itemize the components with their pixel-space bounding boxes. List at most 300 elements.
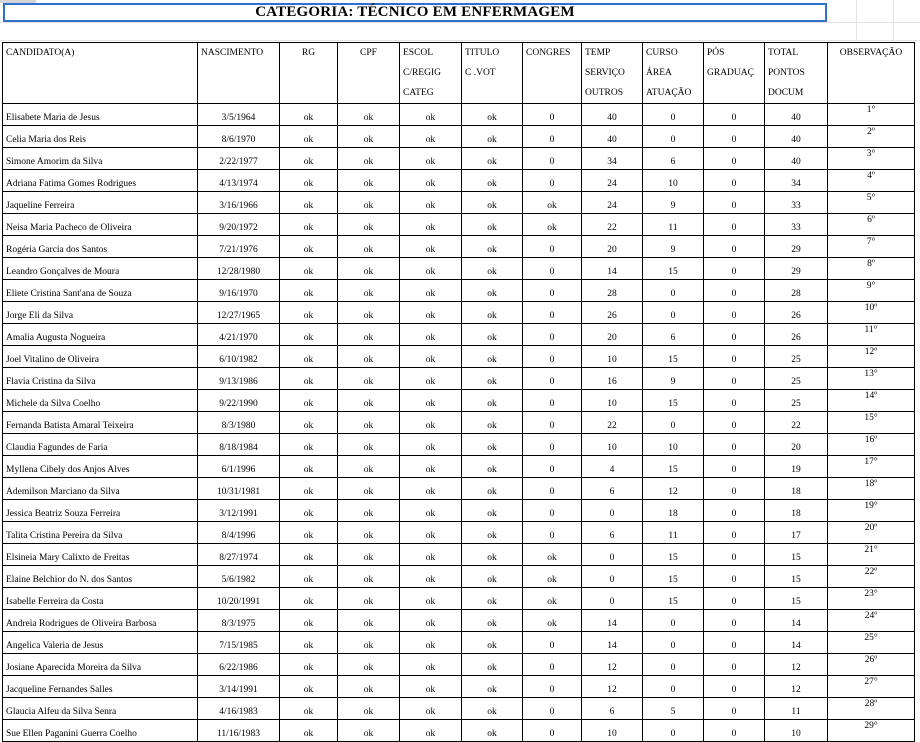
observation-cell[interactable]: 11° <box>828 324 915 346</box>
congress-cell[interactable]: 0 <box>523 148 582 170</box>
schooling-cell[interactable]: ok <box>400 412 462 434</box>
total-points-cell[interactable]: 33 <box>765 214 828 236</box>
total-points-cell[interactable]: 33 <box>765 192 828 214</box>
service-time-cell[interactable]: 20 <box>582 236 643 258</box>
rg-cell[interactable]: ok <box>280 236 338 258</box>
cpf-cell[interactable]: ok <box>338 500 400 522</box>
rg-cell[interactable]: ok <box>280 412 338 434</box>
candidate-name-cell[interactable]: Glaucia Alfeu da Silva Senra <box>3 698 198 720</box>
candidate-name-cell[interactable]: Jorge Eli da Silva <box>3 302 198 324</box>
voter-title-cell[interactable]: ok <box>462 302 523 324</box>
service-time-cell[interactable]: 10 <box>582 434 643 456</box>
observation-cell[interactable]: 10º <box>828 302 915 324</box>
area-course-cell[interactable]: 0 <box>643 676 704 698</box>
area-course-cell[interactable]: 15 <box>643 588 704 610</box>
voter-title-cell[interactable]: ok <box>462 148 523 170</box>
area-course-cell[interactable]: 0 <box>643 280 704 302</box>
candidate-name-cell[interactable]: Neisa Maria Pacheco de Oliveira <box>3 214 198 236</box>
cpf-cell[interactable]: ok <box>338 368 400 390</box>
rg-cell[interactable]: ok <box>280 632 338 654</box>
birth-date-cell[interactable]: 8/18/1984 <box>198 434 280 456</box>
service-time-cell[interactable]: 22 <box>582 214 643 236</box>
area-course-cell[interactable]: 10 <box>643 434 704 456</box>
voter-title-cell[interactable]: ok <box>462 324 523 346</box>
postgrad-cell[interactable]: 0 <box>704 676 765 698</box>
voter-title-cell[interactable]: ok <box>462 676 523 698</box>
observation-cell[interactable]: 13° <box>828 368 915 390</box>
service-time-cell[interactable]: 26 <box>582 302 643 324</box>
service-time-cell[interactable]: 10 <box>582 720 643 742</box>
candidate-name-cell[interactable]: Isabelle Ferreira da Costa <box>3 588 198 610</box>
total-points-cell[interactable]: 14 <box>765 610 828 632</box>
service-time-cell[interactable]: 10 <box>582 346 643 368</box>
congress-cell[interactable]: 0 <box>523 478 582 500</box>
service-time-cell[interactable]: 10 <box>582 390 643 412</box>
area-course-cell[interactable]: 9 <box>643 368 704 390</box>
birth-date-cell[interactable]: 10/20/1991 <box>198 588 280 610</box>
schooling-cell[interactable]: ok <box>400 566 462 588</box>
rg-cell[interactable]: ok <box>280 720 338 742</box>
cpf-cell[interactable]: ok <box>338 324 400 346</box>
cpf-cell[interactable]: ok <box>338 412 400 434</box>
area-course-cell[interactable]: 18 <box>643 500 704 522</box>
voter-title-cell[interactable]: ok <box>462 698 523 720</box>
postgrad-cell[interactable]: 0 <box>704 324 765 346</box>
congress-cell[interactable]: 0 <box>523 170 582 192</box>
column-header-observation[interactable] <box>828 43 915 104</box>
voter-title-cell[interactable]: ok <box>462 236 523 258</box>
postgrad-cell[interactable]: 0 <box>704 698 765 720</box>
cpf-cell[interactable]: ok <box>338 346 400 368</box>
schooling-cell[interactable]: ok <box>400 324 462 346</box>
voter-title-cell[interactable]: ok <box>462 104 523 126</box>
congress-cell[interactable]: 0 <box>523 104 582 126</box>
voter-title-cell[interactable]: ok <box>462 478 523 500</box>
service-time-cell[interactable]: 0 <box>582 500 643 522</box>
total-points-cell[interactable]: 14 <box>765 632 828 654</box>
candidate-name-cell[interactable]: Jessica Beatriz Souza Ferreira <box>3 500 198 522</box>
postgrad-cell[interactable]: 0 <box>704 434 765 456</box>
observation-cell[interactable]: 7° <box>828 236 915 258</box>
service-time-cell[interactable]: 6 <box>582 522 643 544</box>
birth-date-cell[interactable]: 12/27/1965 <box>198 302 280 324</box>
area-course-cell[interactable]: 9 <box>643 192 704 214</box>
schooling-cell[interactable]: ok <box>400 632 462 654</box>
schooling-cell[interactable]: ok <box>400 346 462 368</box>
rg-cell[interactable]: ok <box>280 390 338 412</box>
area-course-cell[interactable]: 15 <box>643 566 704 588</box>
service-time-cell[interactable]: 34 <box>582 148 643 170</box>
service-time-cell[interactable]: 0 <box>582 544 643 566</box>
postgrad-cell[interactable]: 0 <box>704 368 765 390</box>
schooling-cell[interactable]: ok <box>400 126 462 148</box>
postgrad-cell[interactable]: 0 <box>704 126 765 148</box>
candidate-name-cell[interactable]: Ademilson Marciano da Silva <box>3 478 198 500</box>
birth-date-cell[interactable]: 9/16/1970 <box>198 280 280 302</box>
total-points-cell[interactable]: 25 <box>765 346 828 368</box>
postgrad-cell[interactable]: 0 <box>704 522 765 544</box>
observation-cell[interactable]: 21° <box>828 544 915 566</box>
birth-date-cell[interactable]: 4/16/1983 <box>198 698 280 720</box>
service-time-cell[interactable]: 24 <box>582 192 643 214</box>
schooling-cell[interactable]: ok <box>400 588 462 610</box>
voter-title-cell[interactable]: ok <box>462 434 523 456</box>
candidate-name-cell[interactable]: Elsineia Mary Calixto de Freitas <box>3 544 198 566</box>
rg-cell[interactable]: ok <box>280 610 338 632</box>
birth-date-cell[interactable]: 4/21/1970 <box>198 324 280 346</box>
cpf-cell[interactable]: ok <box>338 258 400 280</box>
area-course-cell[interactable]: 9 <box>643 236 704 258</box>
candidate-name-cell[interactable]: Simone Amorim da Silva <box>3 148 198 170</box>
cpf-cell[interactable]: ok <box>338 478 400 500</box>
voter-title-cell[interactable]: ok <box>462 566 523 588</box>
schooling-cell[interactable]: ok <box>400 302 462 324</box>
column-header-area-course[interactable] <box>643 43 704 104</box>
column-header-postgrad[interactable] <box>704 43 765 104</box>
rg-cell[interactable]: ok <box>280 126 338 148</box>
schooling-cell[interactable]: ok <box>400 192 462 214</box>
service-time-cell[interactable]: 6 <box>582 478 643 500</box>
postgrad-cell[interactable]: 0 <box>704 236 765 258</box>
birth-date-cell[interactable]: 6/1/1996 <box>198 456 280 478</box>
postgrad-cell[interactable]: 0 <box>704 588 765 610</box>
birth-date-cell[interactable]: 3/5/1964 <box>198 104 280 126</box>
area-course-cell[interactable]: 0 <box>643 654 704 676</box>
schooling-cell[interactable]: ok <box>400 258 462 280</box>
total-points-cell[interactable]: 40 <box>765 104 828 126</box>
congress-cell[interactable]: 0 <box>523 302 582 324</box>
congress-cell[interactable]: ok <box>523 214 582 236</box>
schooling-cell[interactable]: ok <box>400 170 462 192</box>
schooling-cell[interactable]: ok <box>400 214 462 236</box>
candidate-name-cell[interactable]: Elisabete Maria de Jesus <box>3 104 198 126</box>
observation-cell[interactable]: 24º <box>828 610 915 632</box>
voter-title-cell[interactable]: ok <box>462 258 523 280</box>
service-time-cell[interactable]: 12 <box>582 654 643 676</box>
cpf-cell[interactable]: ok <box>338 214 400 236</box>
rg-cell[interactable]: ok <box>280 566 338 588</box>
schooling-cell[interactable]: ok <box>400 368 462 390</box>
observation-cell[interactable]: 9° <box>828 280 915 302</box>
candidate-name-cell[interactable]: Michele da Silva Coelho <box>3 390 198 412</box>
total-points-cell[interactable]: 17 <box>765 522 828 544</box>
postgrad-cell[interactable]: 0 <box>704 566 765 588</box>
birth-date-cell[interactable]: 7/21/1976 <box>198 236 280 258</box>
congress-cell[interactable]: ok <box>523 610 582 632</box>
service-time-cell[interactable]: 4 <box>582 456 643 478</box>
birth-date-cell[interactable]: 4/13/1974 <box>198 170 280 192</box>
congress-cell[interactable]: 0 <box>523 412 582 434</box>
cpf-cell[interactable]: ok <box>338 390 400 412</box>
congress-cell[interactable]: 0 <box>523 632 582 654</box>
area-course-cell[interactable]: 10 <box>643 170 704 192</box>
candidate-name-cell[interactable]: Joel Vitalino de Oliveira <box>3 346 198 368</box>
congress-cell[interactable]: 0 <box>523 368 582 390</box>
congress-cell[interactable]: 0 <box>523 720 582 742</box>
voter-title-cell[interactable]: ok <box>462 390 523 412</box>
cpf-cell[interactable]: ok <box>338 456 400 478</box>
postgrad-cell[interactable]: 0 <box>704 478 765 500</box>
birth-date-cell[interactable]: 8/6/1970 <box>198 126 280 148</box>
rg-cell[interactable]: ok <box>280 478 338 500</box>
congress-cell[interactable]: 0 <box>523 324 582 346</box>
service-time-cell[interactable]: 6 <box>582 698 643 720</box>
total-points-cell[interactable]: 19 <box>765 456 828 478</box>
area-course-cell[interactable]: 6 <box>643 324 704 346</box>
area-course-cell[interactable]: 12 <box>643 478 704 500</box>
service-time-cell[interactable]: 14 <box>582 258 643 280</box>
candidate-name-cell[interactable]: Claudia Fagundes de Faria <box>3 434 198 456</box>
total-points-cell[interactable]: 22 <box>765 412 828 434</box>
observation-cell[interactable]: 3° <box>828 148 915 170</box>
birth-date-cell[interactable]: 6/22/1986 <box>198 654 280 676</box>
postgrad-cell[interactable]: 0 <box>704 654 765 676</box>
schooling-cell[interactable]: ok <box>400 104 462 126</box>
cpf-cell[interactable]: ok <box>338 280 400 302</box>
postgrad-cell[interactable]: 0 <box>704 456 765 478</box>
total-points-cell[interactable]: 18 <box>765 478 828 500</box>
congress-cell[interactable]: 0 <box>523 698 582 720</box>
observation-cell[interactable]: 6º <box>828 214 915 236</box>
postgrad-cell[interactable]: 0 <box>704 302 765 324</box>
cpf-cell[interactable]: ok <box>338 192 400 214</box>
cpf-cell[interactable]: ok <box>338 434 400 456</box>
total-points-cell[interactable]: 40 <box>765 126 828 148</box>
birth-date-cell[interactable]: 2/22/1977 <box>198 148 280 170</box>
congress-cell[interactable]: 0 <box>523 126 582 148</box>
postgrad-cell[interactable]: 0 <box>704 500 765 522</box>
total-points-cell[interactable]: 15 <box>765 588 828 610</box>
total-points-cell[interactable]: 15 <box>765 544 828 566</box>
voter-title-cell[interactable]: ok <box>462 346 523 368</box>
column-header-candidate-name[interactable] <box>3 43 198 104</box>
observation-cell[interactable]: 27° <box>828 676 915 698</box>
voter-title-cell[interactable]: ok <box>462 214 523 236</box>
postgrad-cell[interactable]: 0 <box>704 412 765 434</box>
voter-title-cell[interactable]: ok <box>462 654 523 676</box>
birth-date-cell[interactable]: 9/20/1972 <box>198 214 280 236</box>
cpf-cell[interactable]: ok <box>338 522 400 544</box>
observation-cell[interactable]: 4º <box>828 170 915 192</box>
postgrad-cell[interactable]: 0 <box>704 170 765 192</box>
birth-date-cell[interactable]: 12/28/1980 <box>198 258 280 280</box>
area-course-cell[interactable]: 0 <box>643 104 704 126</box>
birth-date-cell[interactable]: 9/22/1990 <box>198 390 280 412</box>
congress-cell[interactable]: 0 <box>523 500 582 522</box>
postgrad-cell[interactable]: 0 <box>704 720 765 742</box>
candidate-name-cell[interactable]: Eliete Cristina Sant'ana de Souza <box>3 280 198 302</box>
cpf-cell[interactable]: ok <box>338 126 400 148</box>
observation-cell[interactable]: 26º <box>828 654 915 676</box>
congress-cell[interactable]: ok <box>523 544 582 566</box>
rg-cell[interactable]: ok <box>280 346 338 368</box>
rg-cell[interactable]: ok <box>280 192 338 214</box>
rg-cell[interactable]: ok <box>280 302 338 324</box>
observation-cell[interactable]: 16º <box>828 434 915 456</box>
service-time-cell[interactable]: 22 <box>582 412 643 434</box>
birth-date-cell[interactable]: 8/3/1975 <box>198 610 280 632</box>
congress-cell[interactable]: 0 <box>523 236 582 258</box>
candidate-name-cell[interactable]: Sue Ellen Paganini Guerra Coelho <box>3 720 198 742</box>
observation-cell[interactable]: 20º <box>828 522 915 544</box>
voter-title-cell[interactable]: ok <box>462 368 523 390</box>
schooling-cell[interactable]: ok <box>400 522 462 544</box>
observation-cell[interactable]: 25° <box>828 632 915 654</box>
voter-title-cell[interactable]: ok <box>462 456 523 478</box>
birth-date-cell[interactable]: 11/16/1983 <box>198 720 280 742</box>
cpf-cell[interactable]: ok <box>338 698 400 720</box>
birth-date-cell[interactable]: 3/12/1991 <box>198 500 280 522</box>
birth-date-cell[interactable]: 10/31/1981 <box>198 478 280 500</box>
schooling-cell[interactable]: ok <box>400 544 462 566</box>
observation-cell[interactable]: 29° <box>828 720 915 742</box>
voter-title-cell[interactable]: ok <box>462 720 523 742</box>
service-time-cell[interactable]: 16 <box>582 368 643 390</box>
voter-title-cell[interactable]: ok <box>462 544 523 566</box>
observation-cell[interactable]: 19° <box>828 500 915 522</box>
birth-date-cell[interactable]: 3/16/1966 <box>198 192 280 214</box>
schooling-cell[interactable]: ok <box>400 456 462 478</box>
cpf-cell[interactable]: ok <box>338 588 400 610</box>
candidate-name-cell[interactable]: Elaine Belchior do N. dos Santos <box>3 566 198 588</box>
congress-cell[interactable]: ok <box>523 588 582 610</box>
column-header-congress[interactable] <box>523 43 582 104</box>
service-time-cell[interactable]: 14 <box>582 632 643 654</box>
congress-cell[interactable]: 0 <box>523 434 582 456</box>
total-points-cell[interactable]: 34 <box>765 170 828 192</box>
rg-cell[interactable]: ok <box>280 500 338 522</box>
total-points-cell[interactable]: 25 <box>765 390 828 412</box>
congress-cell[interactable]: 0 <box>523 280 582 302</box>
area-course-cell[interactable]: 0 <box>643 720 704 742</box>
area-course-cell[interactable]: 15 <box>643 258 704 280</box>
congress-cell[interactable]: 0 <box>523 258 582 280</box>
postgrad-cell[interactable]: 0 <box>704 632 765 654</box>
column-header-voter-title[interactable] <box>462 43 523 104</box>
cpf-cell[interactable]: ok <box>338 170 400 192</box>
observation-cell[interactable]: 2º <box>828 126 915 148</box>
total-points-cell[interactable]: 15 <box>765 566 828 588</box>
congress-cell[interactable]: 0 <box>523 676 582 698</box>
postgrad-cell[interactable]: 0 <box>704 258 765 280</box>
service-time-cell[interactable]: 20 <box>582 324 643 346</box>
cpf-cell[interactable]: ok <box>338 302 400 324</box>
area-course-cell[interactable]: 0 <box>643 126 704 148</box>
voter-title-cell[interactable]: ok <box>462 588 523 610</box>
rg-cell[interactable]: ok <box>280 522 338 544</box>
schooling-cell[interactable]: ok <box>400 610 462 632</box>
rg-cell[interactable]: ok <box>280 170 338 192</box>
area-course-cell[interactable]: 11 <box>643 214 704 236</box>
voter-title-cell[interactable]: ok <box>462 632 523 654</box>
voter-title-cell[interactable]: ok <box>462 500 523 522</box>
observation-cell[interactable]: 8º <box>828 258 915 280</box>
area-course-cell[interactable]: 11 <box>643 522 704 544</box>
cpf-cell[interactable]: ok <box>338 236 400 258</box>
selected-title-cell[interactable] <box>3 3 827 22</box>
area-course-cell[interactable]: 15 <box>643 346 704 368</box>
congress-cell[interactable]: ok <box>523 566 582 588</box>
voter-title-cell[interactable]: ok <box>462 192 523 214</box>
rg-cell[interactable]: ok <box>280 676 338 698</box>
cpf-cell[interactable]: ok <box>338 654 400 676</box>
total-points-cell[interactable]: 26 <box>765 302 828 324</box>
congress-cell[interactable]: 0 <box>523 456 582 478</box>
column-header-total-points[interactable] <box>765 43 828 104</box>
congress-cell[interactable]: 0 <box>523 346 582 368</box>
congress-cell[interactable]: ok <box>523 192 582 214</box>
cpf-cell[interactable]: ok <box>338 566 400 588</box>
service-time-cell[interactable]: 0 <box>582 588 643 610</box>
candidate-name-cell[interactable]: Jaqueline Ferreira <box>3 192 198 214</box>
rg-cell[interactable]: ok <box>280 588 338 610</box>
service-time-cell[interactable]: 0 <box>582 566 643 588</box>
cpf-cell[interactable]: ok <box>338 632 400 654</box>
service-time-cell[interactable]: 14 <box>582 610 643 632</box>
candidate-name-cell[interactable]: Celia Maria dos Reis <box>3 126 198 148</box>
candidate-name-cell[interactable]: Rogéria Garcia dos Santos <box>3 236 198 258</box>
cpf-cell[interactable]: ok <box>338 148 400 170</box>
rg-cell[interactable]: ok <box>280 434 338 456</box>
postgrad-cell[interactable]: 0 <box>704 544 765 566</box>
observation-cell[interactable]: 23° <box>828 588 915 610</box>
postgrad-cell[interactable]: 0 <box>704 610 765 632</box>
birth-date-cell[interactable]: 6/10/1982 <box>198 346 280 368</box>
candidate-name-cell[interactable]: Josiane Aparecida Moreira da Silva <box>3 654 198 676</box>
candidate-name-cell[interactable]: Adriana Fatima Gomes Rodrigues <box>3 170 198 192</box>
observation-cell[interactable]: 17° <box>828 456 915 478</box>
schooling-cell[interactable]: ok <box>400 434 462 456</box>
observation-cell[interactable]: 28º <box>828 698 915 720</box>
candidate-name-cell[interactable]: Myllena Cibely dos Anjos Alves <box>3 456 198 478</box>
observation-cell[interactable]: 5° <box>828 192 915 214</box>
column-header-rg[interactable] <box>280 43 338 104</box>
candidate-name-cell[interactable]: Talita Cristina Pereira da Silva <box>3 522 198 544</box>
area-course-cell[interactable]: 15 <box>643 544 704 566</box>
birth-date-cell[interactable]: 8/27/1974 <box>198 544 280 566</box>
column-header-schooling[interactable] <box>400 43 462 104</box>
postgrad-cell[interactable]: 0 <box>704 346 765 368</box>
birth-date-cell[interactable]: 3/14/1991 <box>198 676 280 698</box>
total-points-cell[interactable]: 12 <box>765 676 828 698</box>
rg-cell[interactable]: ok <box>280 104 338 126</box>
congress-cell[interactable]: 0 <box>523 390 582 412</box>
total-points-cell[interactable]: 25 <box>765 368 828 390</box>
candidate-name-cell[interactable]: Fernanda Batista Amaral Teixeira <box>3 412 198 434</box>
candidate-name-cell[interactable]: Flavia Cristina da Silva <box>3 368 198 390</box>
birth-date-cell[interactable]: 8/4/1996 <box>198 522 280 544</box>
service-time-cell[interactable]: 12 <box>582 676 643 698</box>
total-points-cell[interactable]: 18 <box>765 500 828 522</box>
rg-cell[interactable]: ok <box>280 280 338 302</box>
observation-cell[interactable]: 14º <box>828 390 915 412</box>
cpf-cell[interactable]: ok <box>338 544 400 566</box>
area-course-cell[interactable]: 0 <box>643 632 704 654</box>
total-points-cell[interactable]: 11 <box>765 698 828 720</box>
postgrad-cell[interactable]: 0 <box>704 192 765 214</box>
birth-date-cell[interactable]: 9/13/1986 <box>198 368 280 390</box>
rg-cell[interactable]: ok <box>280 654 338 676</box>
rg-cell[interactable]: ok <box>280 214 338 236</box>
service-time-cell[interactable]: 24 <box>582 170 643 192</box>
voter-title-cell[interactable]: ok <box>462 522 523 544</box>
observation-cell[interactable]: 1° <box>828 104 915 126</box>
column-header-birth-date[interactable] <box>198 43 280 104</box>
observation-cell[interactable]: 15° <box>828 412 915 434</box>
candidate-name-cell[interactable]: Jacqueline Fernandes Salles <box>3 676 198 698</box>
total-points-cell[interactable]: 40 <box>765 148 828 170</box>
schooling-cell[interactable]: ok <box>400 720 462 742</box>
